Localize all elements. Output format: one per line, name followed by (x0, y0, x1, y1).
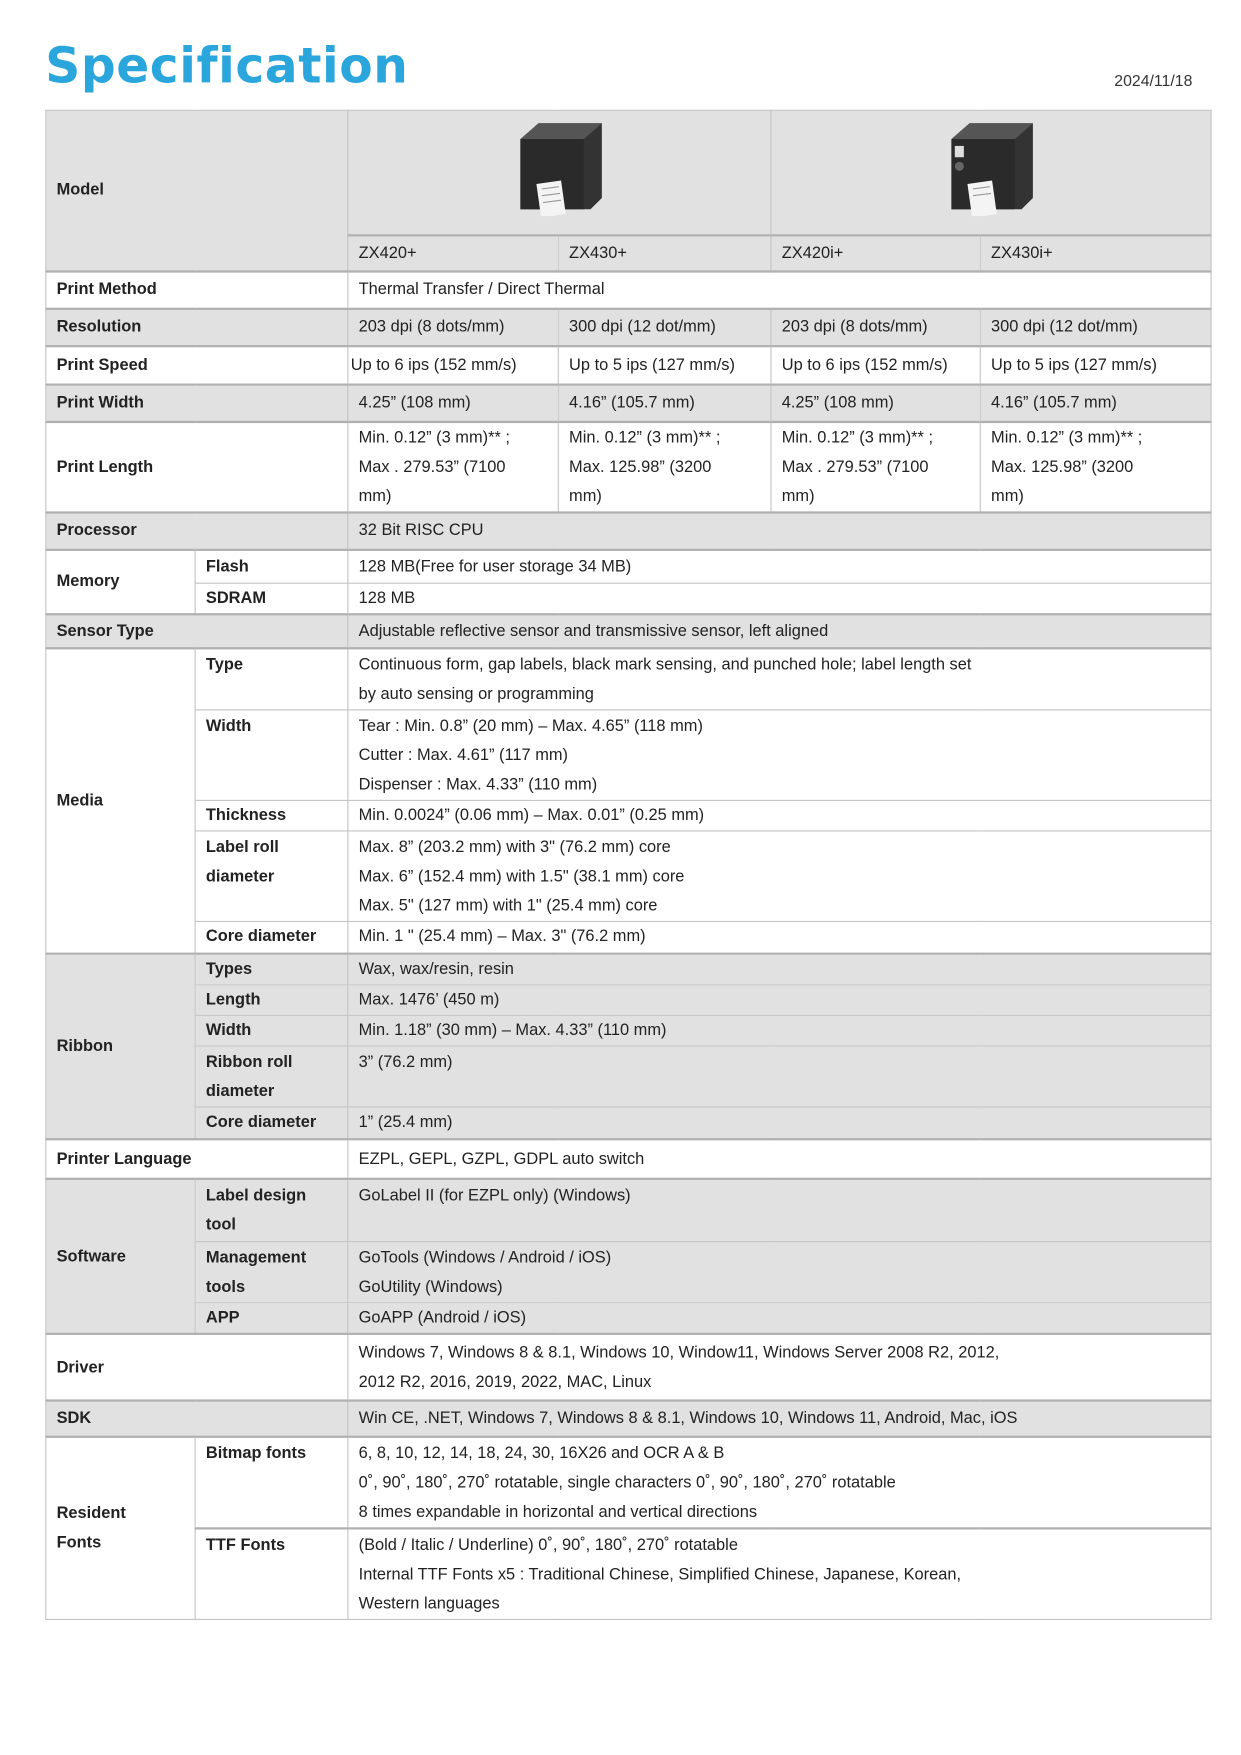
text-line: Max. 6” (152.4 mm) with 1.5" (38.1 mm) core (358, 867, 685, 886)
bitmap-fonts-label: Bitmap fonts (195, 1437, 348, 1529)
driver-value (348, 1334, 1211, 1401)
ribbon-types-label: Types (195, 953, 348, 984)
print-length-value (771, 421, 980, 512)
print-method-value: Thermal Transfer / Direct Thermal (348, 271, 1211, 308)
text-line: Min. 0.12” (3 mm)** ; (358, 428, 510, 447)
management-label (195, 1241, 348, 1302)
processor-value: 32 Bit RISC CPU (348, 512, 1211, 549)
label-roll-value (348, 831, 1211, 922)
text-line: Min. 0.12” (3 mm)** ; (991, 428, 1143, 447)
ribbon-width-label: Width (195, 1015, 348, 1046)
ribbon-label: Ribbon (46, 953, 195, 1139)
media-label: Media (46, 648, 195, 953)
flash-value: 128 MB(Free for user storage 34 MB) (348, 549, 1211, 583)
text-line: GoUtility (Windows) (358, 1277, 503, 1296)
print-width-value: 4.25” (108 mm) (771, 384, 980, 421)
text-line: mm) (991, 487, 1024, 506)
driver-label: Driver (46, 1334, 348, 1401)
label-design-label (195, 1179, 348, 1241)
text-line: Fonts (56, 1534, 102, 1553)
ribbon-types-value: Wax, wax/resin, resin (348, 953, 1211, 984)
print-speed-value: Up to 6 ips (152 mm/s) (348, 346, 558, 384)
text-line: Internal TTF Fonts x5 : Traditional Chinese, Simplified Chinese, Japanese, Korean, (358, 1565, 962, 1584)
resolution-value: 300 dpi (12 dot/mm) (980, 308, 1211, 345)
label-design-value: GoLabel II (for EZPL only) (Windows) (348, 1179, 1211, 1241)
text-line: Max . 279.53” (7100 (781, 457, 929, 476)
model-label: Model (46, 110, 348, 271)
printer-image-i-series (771, 110, 1211, 234)
text-line: Min. 0.12” (3 mm)** ; (569, 428, 721, 447)
text-line: Resident (56, 1504, 126, 1523)
print-speed-label: Print Speed (46, 346, 348, 384)
media-thickness-label: Thickness (195, 800, 348, 831)
resident-fonts-label (46, 1437, 195, 1620)
print-length-value (558, 421, 771, 512)
text-line: Western languages (358, 1595, 500, 1614)
bitmap-fonts-value (348, 1437, 1211, 1529)
text-line: Dispenser : Max. 4.33” (110 mm) (358, 776, 598, 795)
text-line: Tear : Min. 0.8” (20 mm) – Max. 4.65” (118 mm) (358, 717, 703, 736)
ribbon-core-value: 1” (25.4 mm) (348, 1106, 1211, 1139)
text-line: Max. 125.98” (3200 (991, 457, 1134, 476)
text-line: tool (205, 1216, 236, 1235)
text-line: mm) (781, 487, 815, 506)
print-length-value (980, 421, 1211, 512)
print-method-label: Print Method (46, 271, 348, 308)
model-name: ZX420i+ (771, 235, 980, 271)
text-line: Max . 279.53” (7100 (358, 457, 506, 476)
text-line: tools (205, 1277, 246, 1296)
text-line: Max. 5" (127 mm) with 1" (25.4 mm) core (358, 897, 658, 916)
print-speed-value: Up to 5 ips (127 mm/s) (558, 346, 771, 384)
ribbon-core-label: Core diameter (195, 1106, 348, 1139)
text-line: Windows 7, Windows 8 & 8.1, Windows 10, Window11, Windows Server 2008 R2, 2012, (358, 1343, 1000, 1362)
language-label: Printer Language (46, 1139, 348, 1179)
resolution-value: 203 dpi (8 dots/mm) (348, 308, 558, 345)
media-thickness-value: Min. 0.0024” (0.06 mm) – Max. 0.01” (0.25 mm) (348, 800, 1211, 831)
print-speed-value: Up to 5 ips (127 mm/s) (980, 346, 1211, 384)
label-roll-label (195, 831, 348, 922)
sensor-value: Adjustable reflective sensor and transmissive sensor, left aligned (348, 614, 1211, 648)
ribbon-length-label: Length (195, 984, 348, 1015)
text-line: Cutter : Max. 4.61” (117 mm) (358, 746, 569, 765)
spec-table (45, 110, 1211, 1620)
media-width-label: Width (195, 710, 348, 801)
text-line: Continuous form, gap labels, black mark sensing, and punched hole; label length set (358, 656, 972, 675)
text-line: Max. 125.98” (3200 (569, 457, 712, 476)
media-type-label: Type (195, 648, 348, 710)
app-value: GoAPP (Android / iOS) (348, 1302, 1211, 1334)
sdk-label: SDK (46, 1401, 348, 1437)
page-title: Specification (45, 38, 409, 96)
software-label: Software (46, 1179, 195, 1334)
ribbon-roll-label (195, 1045, 348, 1106)
ttf-fonts-label: TTF Fonts (195, 1528, 348, 1619)
printer-icon (509, 119, 611, 216)
print-speed-value: Up to 6 ips (152 mm/s) (771, 346, 980, 384)
text-line: by auto sensing or programming (358, 685, 594, 704)
text-line: Label design (205, 1186, 307, 1205)
printer-image-standard (348, 110, 771, 234)
print-length-label: Print Length (46, 421, 348, 512)
text-line: Label roll (205, 838, 279, 857)
text-line: mm) (358, 487, 392, 506)
text-line: (Bold / Italic / Underline) 0˚, 90˚, 180˚, 270˚ rotatable (358, 1536, 738, 1555)
resolution-value: 203 dpi (8 dots/mm) (771, 308, 980, 345)
processor-label: Processor (46, 512, 348, 549)
model-name: ZX420+ (348, 235, 558, 271)
flash-label: Flash (195, 549, 348, 583)
text-line: mm) (569, 487, 602, 506)
text-line: 6, 8, 10, 12, 14, 18, 24, 30, 16X26 and OCR A & B (358, 1444, 725, 1463)
memory-label: Memory (46, 549, 195, 614)
text-line: 8 times expandable in horizontal and vertical directions (358, 1503, 758, 1522)
management-value (348, 1241, 1211, 1302)
ribbon-roll-value: 3” (76.2 mm) (348, 1045, 1211, 1106)
text-line: 0˚, 90˚, 180˚, 270˚ rotatable, single characters 0˚, 90˚, 180˚, 270˚ rotatable (358, 1474, 896, 1493)
printer-icon (940, 119, 1042, 216)
text-line: GoTools (Windows / Android / iOS) (358, 1248, 612, 1267)
ribbon-length-value: Max. 1476’ (450 m) (348, 984, 1211, 1015)
model-name: ZX430+ (558, 235, 771, 271)
print-width-value: 4.25” (108 mm) (348, 384, 558, 421)
media-width-value (348, 710, 1211, 801)
print-width-value: 4.16” (105.7 mm) (558, 384, 771, 421)
text-line: diameter (205, 867, 275, 886)
text-line: Management (205, 1248, 307, 1267)
sensor-label: Sensor Type (46, 614, 348, 648)
text-line: 2012 R2, 2016, 2019, 2022, MAC, Linux (358, 1372, 652, 1391)
text-line: Min. 0.12” (3 mm)** ; (781, 428, 934, 447)
sdk-value: Win CE, .NET, Windows 7, Windows 8 & 8.1, Windows 10, Windows 11, Android, Mac, iOS (348, 1401, 1211, 1437)
model-name: ZX430i+ (980, 235, 1211, 271)
text-line: Ribbon roll (205, 1052, 293, 1071)
date: 2024/11/18 (1114, 71, 1193, 90)
print-width-label: Print Width (46, 384, 348, 421)
print-length-value (348, 421, 558, 512)
text-line: diameter (205, 1082, 275, 1101)
resolution-value: 300 dpi (12 dot/mm) (558, 308, 771, 345)
sdram-value: 128 MB (348, 583, 1211, 614)
print-width-value: 4.16” (105.7 mm) (980, 384, 1211, 421)
app-label: APP (195, 1302, 348, 1334)
language-value: EZPL, GEPL, GZPL, GDPL auto switch (348, 1139, 1211, 1179)
sdram-label: SDRAM (195, 583, 348, 614)
resolution-label: Resolution (46, 308, 348, 345)
text-line: Max. 8” (203.2 mm) with 3" (76.2 mm) core (358, 838, 671, 857)
media-type-value (348, 648, 1211, 710)
ttf-fonts-value (348, 1528, 1211, 1619)
media-core-label: Core diameter (195, 921, 348, 953)
media-core-value: Min. 1 " (25.4 mm) – Max. 3" (76.2 mm) (348, 921, 1211, 953)
ribbon-width-value: Min. 1.18” (30 mm) – Max. 4.33” (110 mm) (348, 1015, 1211, 1046)
